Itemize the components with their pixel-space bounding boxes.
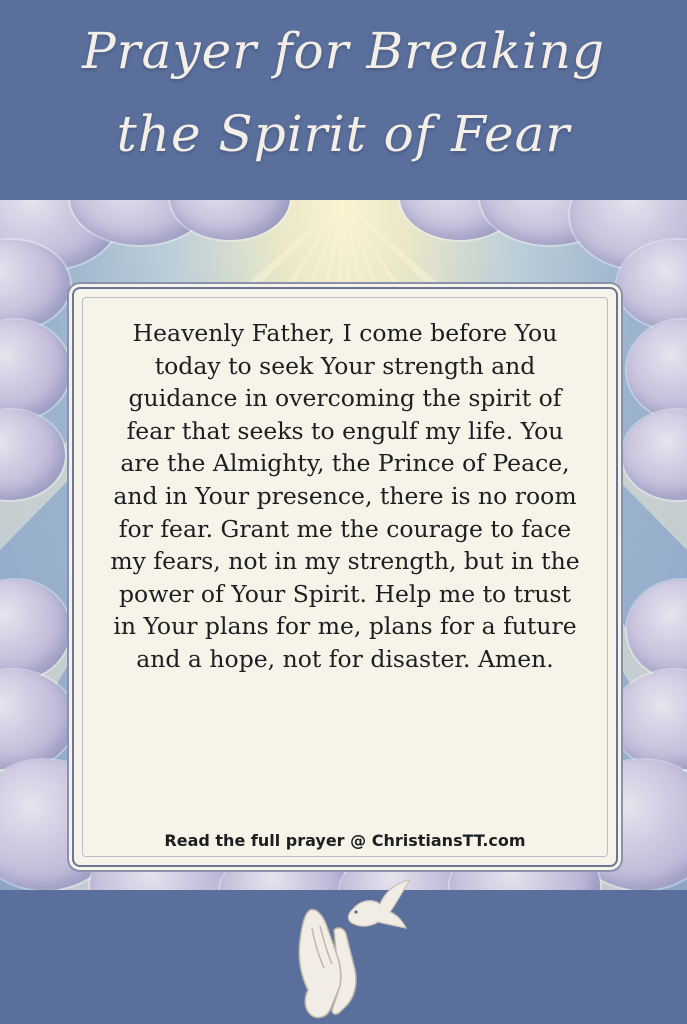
praying-hands-icon: [299, 910, 356, 1018]
header-band: [0, 0, 687, 200]
source-note: Read the full prayer @ ChristiansTT.com: [164, 831, 526, 850]
prayer-card: [72, 287, 618, 867]
page-title-line-2: the Spirit of Fear: [116, 105, 571, 163]
praying-hands-dove-emblem: [290, 870, 415, 1020]
page-title-line-1: Prayer for Breaking: [82, 22, 605, 80]
dove-icon: [348, 880, 410, 928]
prayer-text: Heavenly Father, I come before You today to seek Your strength and guidance in overcoming the spirit of fear that seeks to engulf my life. You are the Almighty, the Prince of Peace, and in Your presence, there is no room for fear. Grant me the courage to face my fears, not in my strength, but in the power of Your Spirit. Help me to trust in Your plans for me, plans for a future and a hope, not for disaster. Amen.: [110, 319, 580, 673]
